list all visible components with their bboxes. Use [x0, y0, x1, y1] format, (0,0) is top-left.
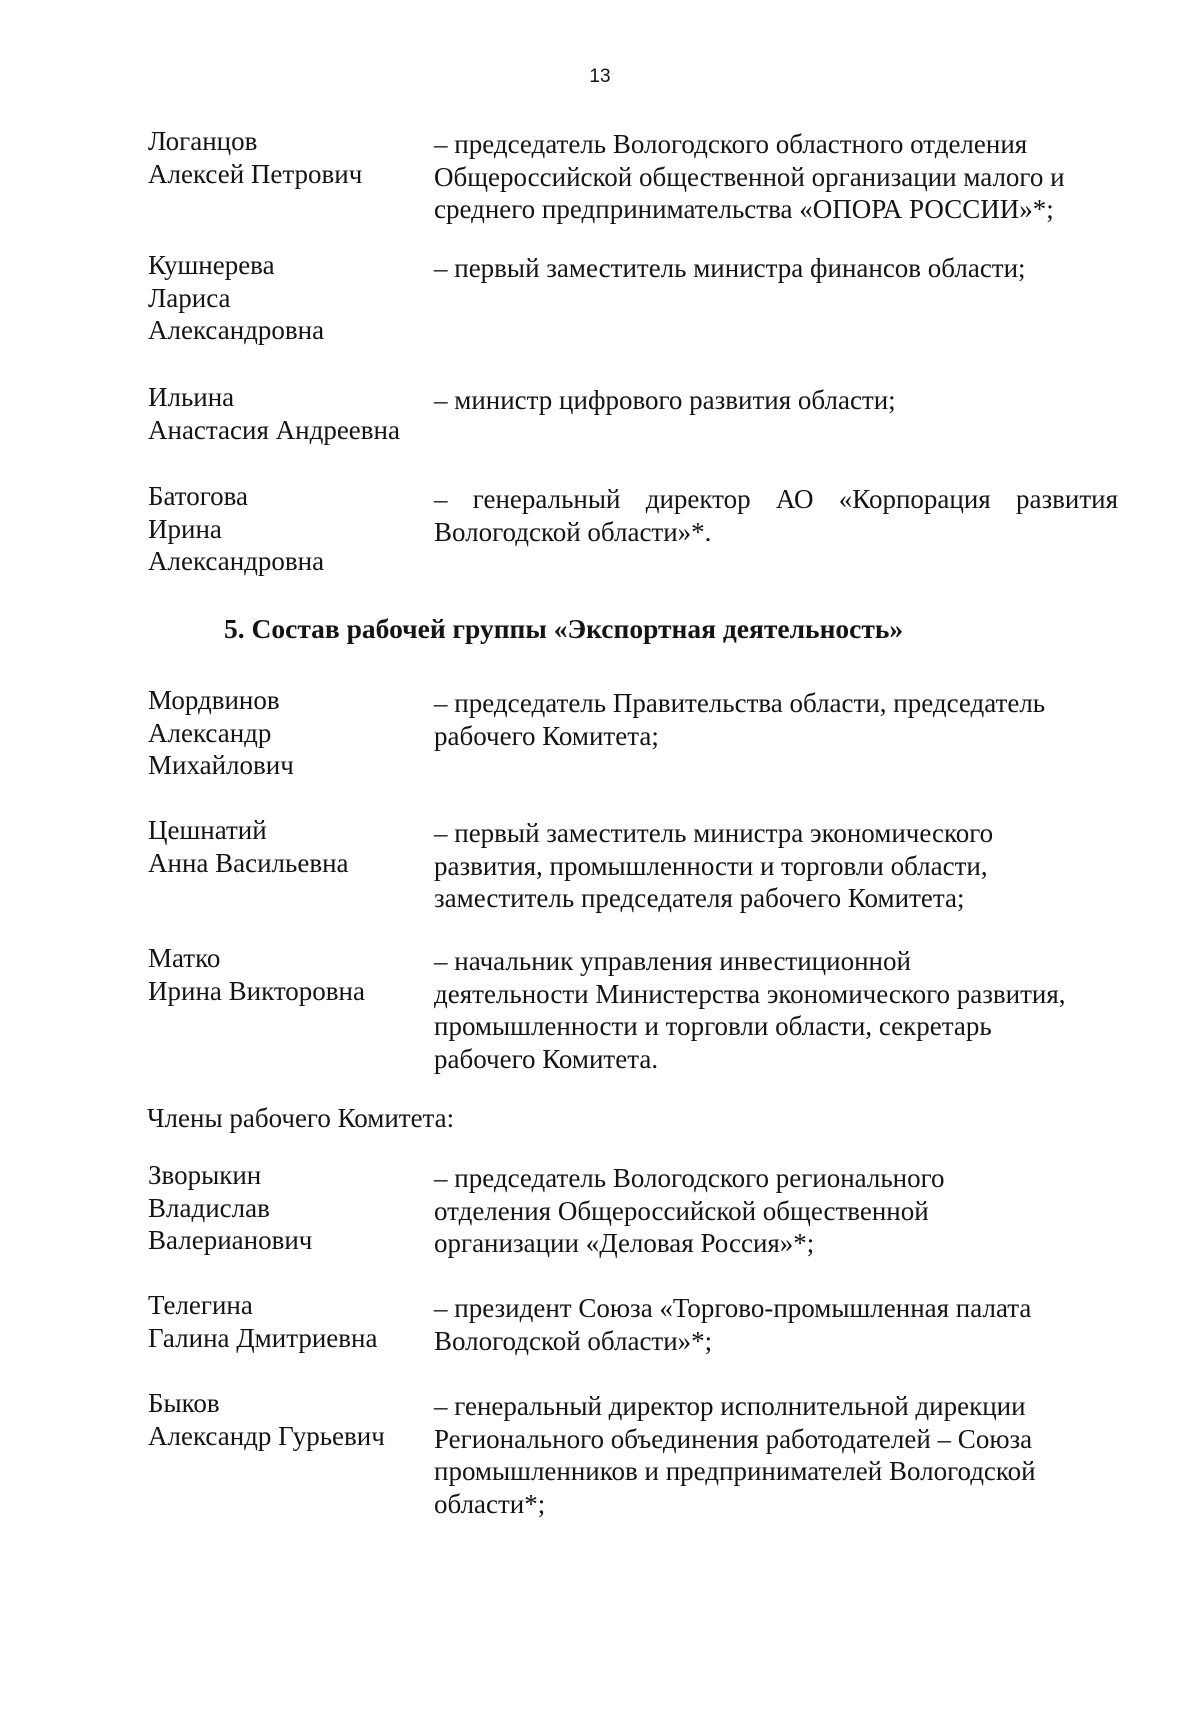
name-line: Владислав — [148, 1192, 270, 1223]
role-line: – начальник управления инвестиционной — [434, 946, 911, 976]
member-role — [434, 384, 1118, 417]
name-line: Михайлович — [148, 750, 294, 780]
role-line: Вологодской области»*; — [434, 1325, 713, 1356]
role-line: промышленников и предпринимателей Вологодской — [434, 1456, 1036, 1486]
role-line: промышленности и торговли области, секретарь — [434, 1011, 992, 1041]
member-role — [434, 1292, 1118, 1357]
role-line: – генеральный директор исполнительной дирекции — [434, 1391, 1026, 1421]
member-role — [434, 945, 1118, 1075]
name-line: Александр Гурьевич — [148, 1420, 385, 1451]
role-line: отделения Общероссийской общественной — [434, 1195, 929, 1226]
name-line: Валерианович — [148, 1225, 313, 1255]
role-line: развития, промышленности и торговли области, — [434, 850, 988, 881]
member-name — [148, 942, 418, 1007]
member-role — [434, 1162, 1118, 1260]
name-line: Телегина — [148, 1290, 253, 1320]
role-line: организации «Деловая Россия»*; — [434, 1228, 815, 1258]
members-label: Члены рабочего Комитета: — [147, 1103, 455, 1133]
member-name — [148, 814, 418, 879]
name-line: Логанцов — [148, 126, 258, 156]
member-role — [434, 252, 1118, 285]
name-line: Александровна — [148, 315, 325, 345]
name-line: Галина Дмитриевна — [148, 1322, 378, 1353]
section-heading — [224, 613, 903, 645]
member-name — [148, 1159, 418, 1257]
role-line: – председатель Вологодского областного отделения — [434, 129, 1028, 159]
member-role — [434, 128, 1118, 226]
role-line: – первый заместитель министра экономического — [434, 818, 994, 848]
member-name — [148, 381, 418, 446]
name-line: Батогова — [148, 481, 249, 511]
name-line: Ильина — [148, 382, 235, 412]
name-line: Александр — [148, 717, 272, 748]
role-line: – первый заместитель министра финансов области; — [434, 253, 1026, 283]
member-name — [148, 480, 418, 578]
role-line: Регионального объединения работодателей – Союза — [434, 1423, 1033, 1454]
member-role — [434, 483, 1118, 548]
member-name — [148, 1387, 418, 1452]
name-line: Ирина Викторовна — [148, 975, 365, 1006]
name-line: Анна Васильевна — [148, 847, 349, 878]
name-line: Лариса — [148, 282, 231, 313]
role-line: – генеральный директор АО «Корпорация развития — [434, 484, 1118, 514]
role-line: – председатель Вологодского регионального — [434, 1163, 945, 1193]
member-role — [434, 817, 1118, 915]
name-line: Мордвинов — [148, 685, 280, 715]
name-line: Анастасия Андреевна — [148, 414, 400, 445]
name-line: Матко — [148, 943, 221, 973]
name-line: Александровна — [148, 546, 325, 576]
member-role — [434, 1390, 1118, 1520]
name-line: Быков — [148, 1388, 220, 1418]
role-line: Общероссийской общественной организации малого и — [434, 161, 1065, 192]
role-line: Вологодской области»*. — [434, 516, 712, 547]
name-line: Алексей Петрович — [148, 158, 363, 189]
role-line: заместитель председателя рабочего Комитета; — [434, 883, 965, 913]
role-line: – председатель Правительства области, председатель — [434, 688, 1046, 718]
page-number: 13 — [589, 66, 611, 87]
role-line: области*; — [434, 1488, 546, 1519]
name-line: Зворыкин — [148, 1160, 262, 1190]
name-line: Ирина — [148, 513, 222, 544]
section-number: 5. — [224, 613, 245, 644]
name-line: Кушнерева — [148, 250, 275, 280]
member-name — [148, 125, 418, 190]
member-name — [148, 1289, 418, 1354]
member-role — [434, 687, 1118, 752]
role-line: рабочего Комитета. — [434, 1043, 659, 1074]
role-line: среднего предпринимательства «ОПОРА РОССИИ»*; — [434, 194, 1054, 224]
member-name — [148, 684, 418, 782]
role-line: – министр цифрового развития области; — [434, 385, 896, 415]
member-name — [148, 249, 418, 347]
role-line: деятельности Министерства экономического развития, — [434, 978, 1066, 1009]
role-line: рабочего Комитета; — [434, 720, 659, 751]
name-line: Цешнатий — [148, 815, 267, 845]
role-line: – президент Союза «Торгово-промышленная палата — [434, 1293, 1032, 1323]
section-title: Состав рабочей группы «Экспортная деятельность» — [251, 613, 904, 644]
